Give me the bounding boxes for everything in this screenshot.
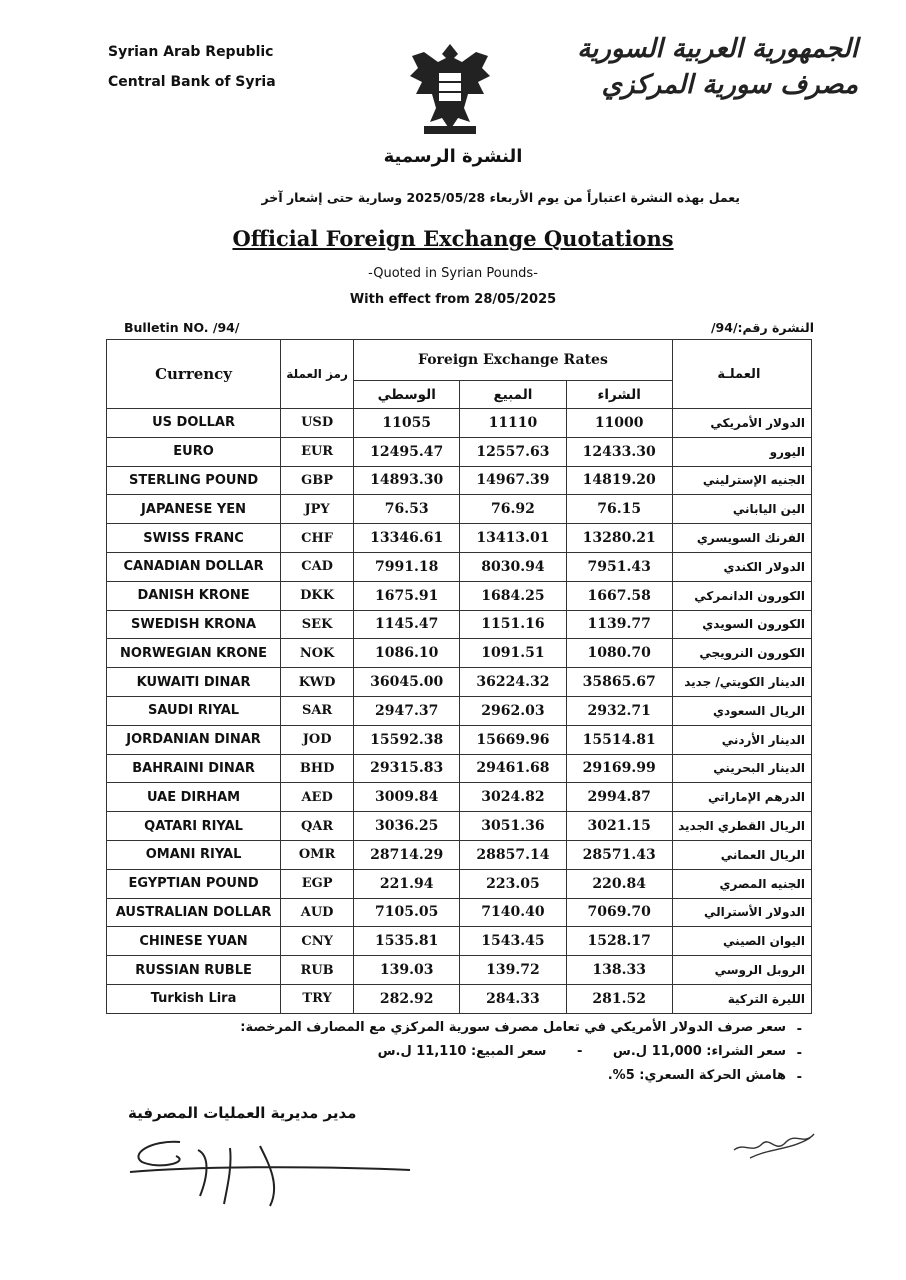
rate-buy: 1139.77: [566, 610, 672, 639]
currency-code: KWD: [281, 668, 354, 697]
effect-date: With effect from 28/05/2025: [349, 292, 557, 307]
rate-sell: 14967.39: [460, 466, 566, 495]
initials-scribble: [730, 1124, 820, 1164]
note-usd-rate: سعر صرف الدولار الأمريكي في تعامل مصرف سورية المركزي مع المصارف المرخصة:: [240, 1020, 786, 1035]
rate-mid: 11055: [354, 409, 460, 438]
currency-name-ar: الريال القطري الجديد: [672, 812, 811, 841]
rate-mid: 1535.81: [354, 927, 460, 956]
rate-sell: 12557.63: [460, 437, 566, 466]
rate-buy: 12433.30: [566, 437, 672, 466]
rate-mid: 36045.00: [354, 668, 460, 697]
currency-name-ar: الفرنك السويسري: [672, 524, 811, 553]
currency-code: NOK: [281, 639, 354, 668]
header-en-republic: Syrian Arab Republic: [108, 44, 274, 60]
rate-buy: 11000: [566, 409, 672, 438]
currency-name-ar: اليوان الصيني: [672, 927, 811, 956]
currency-code: CNY: [281, 927, 354, 956]
currency-name-ar: الريال العماني: [672, 840, 811, 869]
currency-code: OMR: [281, 840, 354, 869]
currency-code: SAR: [281, 696, 354, 725]
currency-code: CAD: [281, 552, 354, 581]
currency-name-ar: الدرهم الإماراتي: [672, 783, 811, 812]
rate-mid: 28714.29: [354, 840, 460, 869]
header-currency-ar: العملـة: [672, 340, 811, 409]
currency-name: UAE DIRHAM: [107, 783, 281, 812]
table-row: [107, 668, 812, 697]
currency-name-ar: الدينار البحريني: [672, 754, 811, 783]
rate-mid: 3009.84: [354, 783, 460, 812]
rate-sell: 15669.96: [460, 725, 566, 754]
rate-sell: 28857.14: [460, 840, 566, 869]
currency-name: STERLING POUND: [107, 466, 281, 495]
quoted-note: -Quoted in Syrian Pounds-: [368, 266, 538, 281]
rate-sell: 3024.82: [460, 783, 566, 812]
rate-sell: 284.33: [460, 984, 566, 1013]
rate-buy: 14819.20: [566, 466, 672, 495]
currency-name-ar: الكورون النرويجي: [672, 639, 811, 668]
currency-code: JPY: [281, 495, 354, 524]
currency-name-ar: الجنيه الإسترليني: [672, 466, 811, 495]
rate-buy: 35865.67: [566, 668, 672, 697]
currency-name: EURO: [107, 437, 281, 466]
currency-code: QAR: [281, 812, 354, 841]
currency-name: KUWAITI DINAR: [107, 668, 281, 697]
currency-code: EGP: [281, 869, 354, 898]
note-buy: سعر الشراء: 11,000 ل.س: [612, 1044, 786, 1059]
bulletin-number-ar: النشرة رقم:/94/: [710, 320, 814, 335]
currency-name-ar: الين الياباني: [672, 495, 811, 524]
currency-name: JORDANIAN DINAR: [107, 725, 281, 754]
table-row: [107, 840, 812, 869]
rate-buy: 2932.71: [566, 696, 672, 725]
rate-buy: 76.15: [566, 495, 672, 524]
rate-mid: 76.53: [354, 495, 460, 524]
rate-mid: 13346.61: [354, 524, 460, 553]
rate-buy: 1080.70: [566, 639, 672, 668]
table-row: [107, 927, 812, 956]
currency-code: GBP: [281, 466, 354, 495]
currency-name: OMANI RIYAL: [107, 840, 281, 869]
note-separator: -: [576, 1044, 583, 1059]
currency-name: CANADIAN DOLLAR: [107, 552, 281, 581]
currency-name-ar: الدينار الكويتي/ جديد: [672, 668, 811, 697]
table-row: [107, 466, 812, 495]
currency-name-ar: الدولار الكندي: [672, 552, 811, 581]
table-row: [107, 783, 812, 812]
rate-mid: 282.92: [354, 984, 460, 1013]
rate-sell: 1151.16: [460, 610, 566, 639]
rate-sell: 13413.01: [460, 524, 566, 553]
currency-name-ar: الجنيه المصري: [672, 869, 811, 898]
rate-buy: 15514.81: [566, 725, 672, 754]
header-en-bank: Central Bank of Syria: [108, 74, 276, 90]
table-row: [107, 639, 812, 668]
currency-name-ar: الدولار الأسترالي: [672, 898, 811, 927]
rate-mid: 14893.30: [354, 466, 460, 495]
rate-sell: 1684.25: [460, 581, 566, 610]
currency-name: EGYPTIAN POUND: [107, 869, 281, 898]
rate-mid: 1145.47: [354, 610, 460, 639]
currency-name-ar: الروبل الروسي: [672, 956, 811, 985]
currency-name: US DOLLAR: [107, 409, 281, 438]
table-row: [107, 610, 812, 639]
rate-buy: 29169.99: [566, 754, 672, 783]
table-row: [107, 409, 812, 438]
currency-name: NORWEGIAN KRONE: [107, 639, 281, 668]
header-mid: الوسطي: [354, 381, 460, 409]
table-row: [107, 869, 812, 898]
table-row: [107, 898, 812, 927]
currency-code: CHF: [281, 524, 354, 553]
rate-buy: 220.84: [566, 869, 672, 898]
rate-buy: 1528.17: [566, 927, 672, 956]
table-row: [107, 725, 812, 754]
bulletin-title-en: Official Foreign Exchange Quotations: [232, 226, 674, 251]
currency-name: AUSTRALIAN DOLLAR: [107, 898, 281, 927]
currency-name-ar: الكورون السويدي: [672, 610, 811, 639]
rate-buy: 7069.70: [566, 898, 672, 927]
header-sell: المبيع: [460, 381, 566, 409]
rate-buy: 3021.15: [566, 812, 672, 841]
table-row: [107, 552, 812, 581]
header-ar-republic: الجمهورية العربية السورية: [577, 34, 858, 64]
table-row: [107, 696, 812, 725]
currency-name: SWISS FRANC: [107, 524, 281, 553]
rate-sell: 7140.40: [460, 898, 566, 927]
table-row: [107, 495, 812, 524]
bulletin-number-en: Bulletin NO. /94/: [124, 320, 240, 335]
currency-name: DANISH KRONE: [107, 581, 281, 610]
currency-name-ar: الليرة التركية: [672, 984, 811, 1013]
rate-mid: 1086.10: [354, 639, 460, 668]
header-currency: Currency: [107, 340, 281, 409]
table-row: [107, 754, 812, 783]
currency-code: RUB: [281, 956, 354, 985]
rate-sell: 8030.94: [460, 552, 566, 581]
rate-mid: 7105.05: [354, 898, 460, 927]
table-row: [107, 812, 812, 841]
rate-sell: 76.92: [460, 495, 566, 524]
currency-name: JAPANESE YEN: [107, 495, 281, 524]
note-margin: هامش الحركة السعري: 5%.: [607, 1068, 786, 1083]
rate-sell: 36224.32: [460, 668, 566, 697]
bulletin-subtitle-ar: يعمل بهذه النشرة اعتباراً من يوم الأربعاء 2025/05/28 وسارية حتى إشعار آخر: [261, 190, 740, 205]
rate-buy: 138.33: [566, 956, 672, 985]
currency-code: DKK: [281, 581, 354, 610]
table-row: [107, 581, 812, 610]
rate-buy: 2994.87: [566, 783, 672, 812]
currency-name: BAHRAINI DINAR: [107, 754, 281, 783]
currency-name-ar: الدولار الأمريكي: [672, 409, 811, 438]
rate-sell: 11110: [460, 409, 566, 438]
currency-name: RUSSIAN RUBLE: [107, 956, 281, 985]
currency-name-ar: الريال السعودي: [672, 696, 811, 725]
eagle-emblem-icon: [402, 38, 498, 138]
currency-name: SAUDI RIYAL: [107, 696, 281, 725]
table-row: [107, 956, 812, 985]
rate-mid: 1675.91: [354, 581, 460, 610]
currency-code: AED: [281, 783, 354, 812]
note-bullet-1: -: [796, 1022, 802, 1037]
note-sell: سعر المبيع: 11,110 ل.س: [377, 1044, 547, 1059]
rate-mid: 3036.25: [354, 812, 460, 841]
rate-buy: 281.52: [566, 984, 672, 1013]
rate-sell: 29461.68: [460, 754, 566, 783]
rate-sell: 139.72: [460, 956, 566, 985]
rate-mid: 29315.83: [354, 754, 460, 783]
currency-name-ar: اليورو: [672, 437, 811, 466]
note-buy-sell: [378, 1044, 786, 1059]
currency-code: AUD: [281, 898, 354, 927]
header-buy: الشراء: [566, 381, 672, 409]
rate-mid: 2947.37: [354, 696, 460, 725]
currency-name: Turkish Lira: [107, 984, 281, 1013]
header-rates: Foreign Exchange Rates: [354, 340, 673, 381]
rate-sell: 1091.51: [460, 639, 566, 668]
rate-sell: 2962.03: [460, 696, 566, 725]
rate-sell: 3051.36: [460, 812, 566, 841]
rate-buy: 1667.58: [566, 581, 672, 610]
currency-name: CHINESE YUAN: [107, 927, 281, 956]
rate-buy: 7951.43: [566, 552, 672, 581]
rate-mid: 221.94: [354, 869, 460, 898]
table-row: [107, 524, 812, 553]
exchange-rates-table: [106, 339, 812, 1014]
table-row: [107, 984, 812, 1013]
note-bullet-3: -: [796, 1070, 802, 1085]
rate-buy: 13280.21: [566, 524, 672, 553]
currency-name: SWEDISH KRONA: [107, 610, 281, 639]
currency-code: USD: [281, 409, 354, 438]
rate-mid: 12495.47: [354, 437, 460, 466]
manager-title: مدير مديرية العمليات المصرفية: [128, 1104, 357, 1122]
currency-code: EUR: [281, 437, 354, 466]
currency-code: BHD: [281, 754, 354, 783]
note-bullet-2: -: [796, 1046, 802, 1061]
currency-name: QATARI RIYAL: [107, 812, 281, 841]
header-code: رمز العملة: [281, 340, 354, 409]
rate-sell: 1543.45: [460, 927, 566, 956]
currency-name-ar: الكورون الدانمركي: [672, 581, 811, 610]
bulletin-title-ar: النشرة الرسمية: [383, 146, 523, 167]
rate-buy: 28571.43: [566, 840, 672, 869]
rate-mid: 15592.38: [354, 725, 460, 754]
currency-code: JOD: [281, 725, 354, 754]
rate-mid: 139.03: [354, 956, 460, 985]
currency-name-ar: الدينار الأردني: [672, 725, 811, 754]
currency-code: TRY: [281, 984, 354, 1013]
rate-mid: 7991.18: [354, 552, 460, 581]
table-row: [107, 437, 812, 466]
currency-code: SEK: [281, 610, 354, 639]
header-ar-bank: مصرف سورية المركزي: [601, 70, 858, 100]
rate-sell: 223.05: [460, 869, 566, 898]
handwritten-signature: [120, 1126, 420, 1216]
